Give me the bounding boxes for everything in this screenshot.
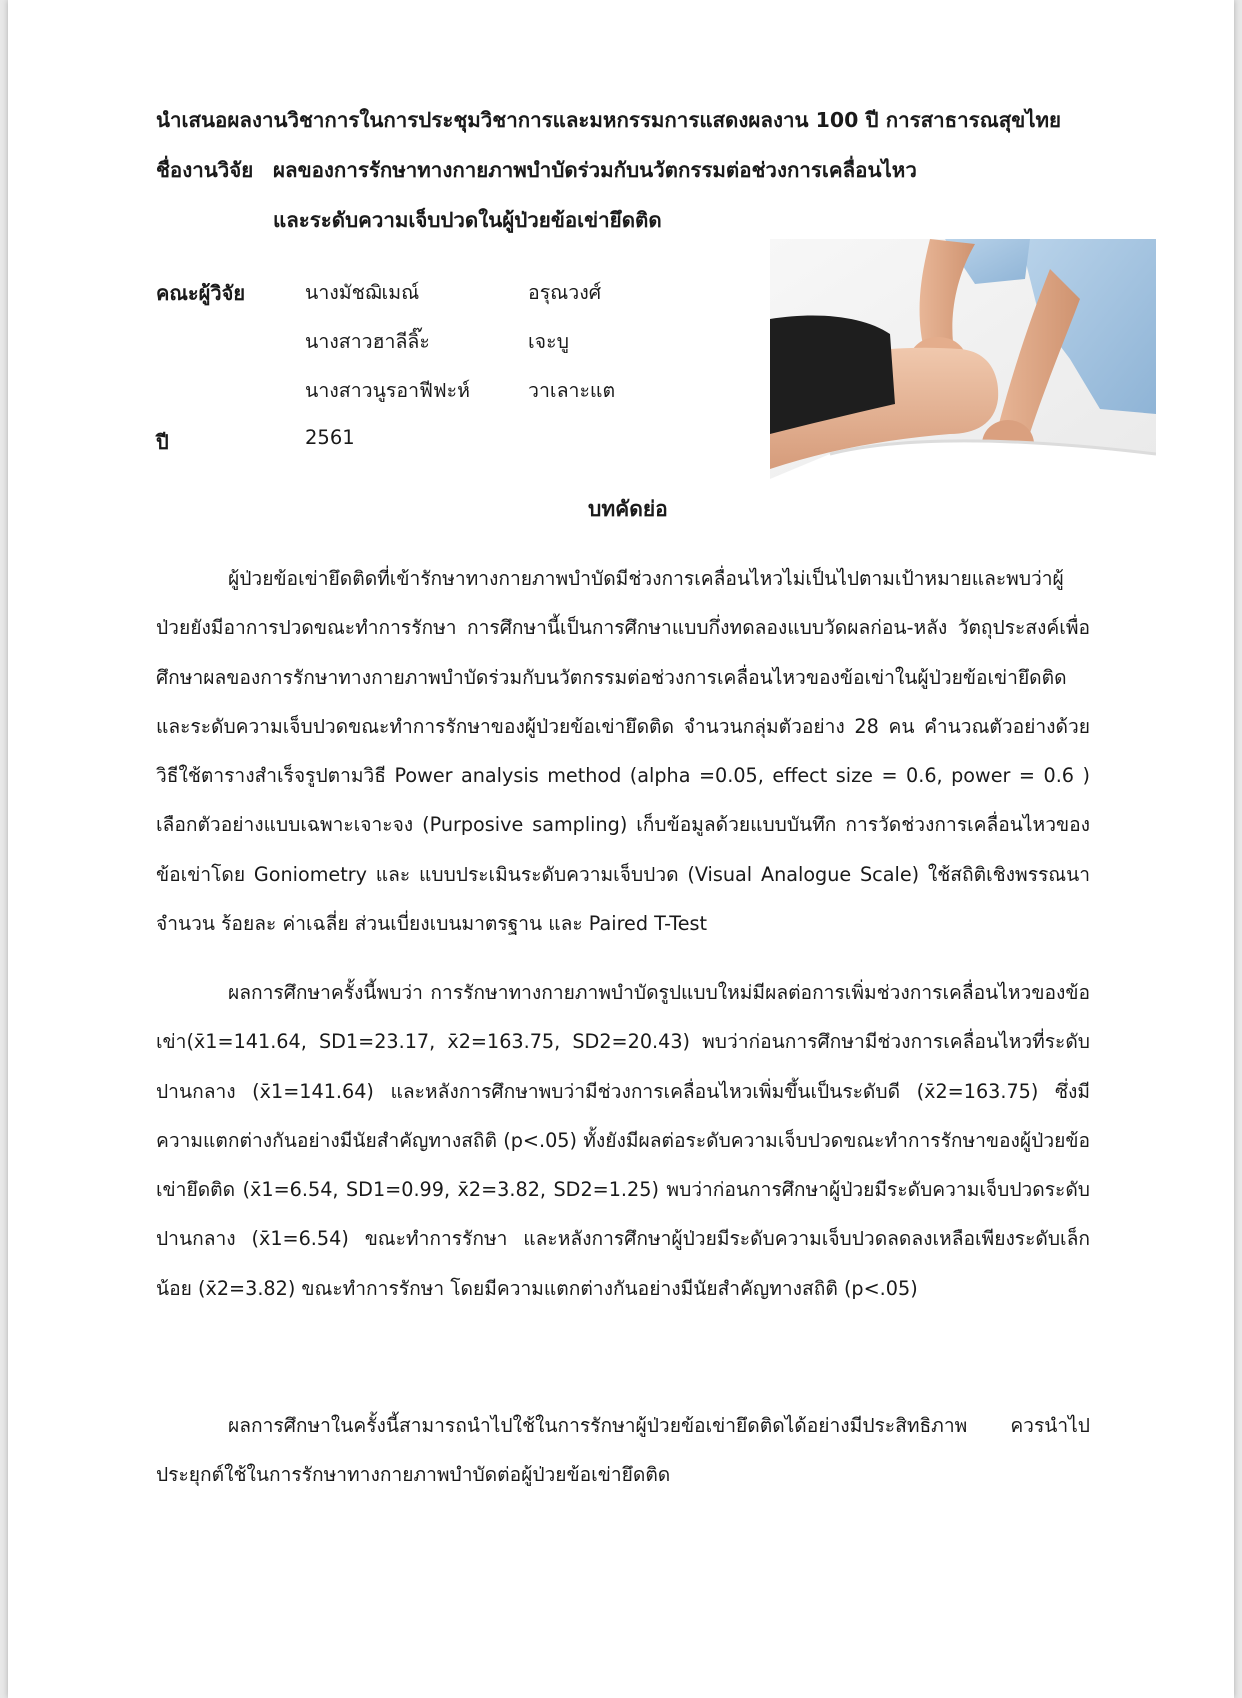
abstract-paragraph: [156, 554, 1090, 948]
researcher-first-name: นางสาวฮาลีลิ๊ะ: [305, 330, 430, 353]
paragraph-text: ผู้ป่วยข้อเข่ายึดติดที่เข้ารักษาทางกายภาพบำบัดมีช่วงการเคลื่อนไหวไม่เป็นไปตามเป้าหมายและพบว่าผู้ป่วยยังมีอาการปวดขณะทำการรักษา การศึกษานี้เป็นการศึกษาแบบกึ่งทดลองแบบวัดผลก่อน-หลัง วัตถุประสงค์เพื่อศึกษาผลของการรักษาทางกายภาพบำบัดร่วมกับนวัตกรรมต่อช่วงการเคลื่อนไหวของข้อเข่าในผู้ป่วยข้อเข่ายึดติดและระดับความเจ็บปวดขณะทำการรักษาของผู้ป่วยข้อเข่ายึดติด จำนวนกลุ่มตัวอย่าง 28 คน คำนวณตัวอย่างด้วยวิธีใช้ตารางสำเร็จรูปตามวิธี Power analysis method (alpha =0.05, effect size = 0.6, power = 0.6 ) เลือกตัวอย่างแบบเฉพาะเจาะจง (Purposive sampling) เก็บข้อมูลด้วยแบบบันทึก การวัดช่วงการเคลื่อนไหวของข้อเข่าโดย Goniometry และ แบบประเมินระดับความเจ็บปวด (Visual Analogue Scale) ใช้สถิติเชิงพรรณนา จำนวน ร้อยละ ค่าเฉลี่ย ส่วนเบี่ยงเบนมาตรฐาน และ Paired T-Test: [156, 567, 1090, 936]
researcher-last-name: เจะบู: [528, 330, 569, 353]
researcher-first-name: นางมัชฌิเมณ์: [305, 281, 420, 304]
research-title-label: ชื่องานวิจัย: [156, 158, 254, 182]
year-value: 2561: [305, 426, 355, 449]
paragraph-text: ผลการศึกษาในครั้งนี้สามารถนำไปใช้ในการรักษาผู้ป่วยข้อเข่ายึดติดได้อย่างมีประสิทธิภาพ ควรนำไปประยุกต์ใช้ในการรักษาทางกายภาพบำบัดต่อผู้ป่วยข้อเข่ายึดติด: [156, 1414, 1090, 1487]
research-title-line-2: และระดับความเจ็บปวดในผู้ป่วยข้อเข่ายึดติด: [273, 208, 662, 232]
researcher-first-name: นางสาวนูรอาฟีฟะห์: [305, 379, 471, 402]
paragraph-text: ผลการศึกษาครั้งนี้พบว่า การรักษาทางกายภาพบำบัดรูปแบบใหม่มีผลต่อการเพิ่มช่วงการเคลื่อนไหวของข้อเข่า(x̄1=141.64, SD1=23.17, x̄2=163.75, SD2=20.43) พบว่าก่อนการศึกษามีช่วงการเคลื่อนไหวที่ระดับปานกลาง (x̄1=141.64) และหลังการศึกษาพบว่ามีช่วงการเคลื่อนไหวเพิ่มขึ้นเป็นระดับดี (x̄2=163.75) ซึ่งมีความแตกต่างกันอย่างมีนัยสำคัญทางสถิติ (p<.05) ทั้งยังมีผลต่อระดับความเจ็บปวดขณะทำการรักษาของผู้ป่วยข้อเข่ายึดติด (x̄1=6.54, SD1=0.99, x̄2=3.82, SD2=1.25) พบว่าก่อนการศึกษาผู้ป่วยมีระดับความเจ็บปวดระดับปานกลาง (x̄1=6.54) ขณะทำการรักษา และหลังการศึกษาผู้ป่วยมีระดับความเจ็บปวดลดลงเหลือเพียงระดับเล็กน้อย (x̄2=3.82) ขณะทำการรักษา โดยมีความแตกต่างกันอย่างมีนัยสำคัญทางสถิติ (p<.05): [156, 981, 1090, 1300]
abstract-title: บทคัดย่อ: [588, 497, 668, 521]
physiotherapy-photo: [770, 239, 1156, 504]
year-label: ปี: [156, 430, 169, 454]
researcher-last-name: อรุณวงศ์: [528, 281, 602, 304]
researcher-last-name: วาเลาะแต: [528, 379, 616, 402]
research-title-line-1: ผลของการรักษาทางกายภาพบำบัดร่วมกับนวัตกรรมต่อช่วงการเคลื่อนไหว: [273, 158, 917, 182]
conclusion-paragraph: [156, 1401, 1090, 1500]
document-page: [8, 0, 1234, 1698]
conference-line: นำเสนอผลงานวิชาการในการประชุมวิชาการและมหกรรมการแสดงผลงาน 100 ปี การสาธารณสุขไทย: [156, 108, 1062, 132]
researchers-label: คณะผู้วิจัย: [156, 281, 246, 305]
results-paragraph: [156, 968, 1090, 1313]
